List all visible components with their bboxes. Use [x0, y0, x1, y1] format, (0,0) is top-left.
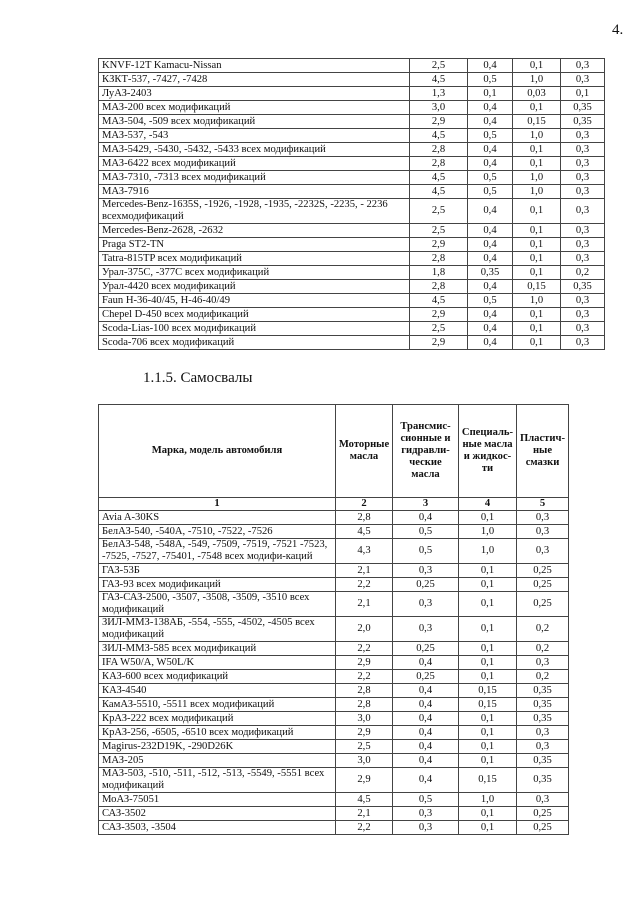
vehicle-model-cell: КамАЗ-5510, -5511 всех модификаций [99, 698, 336, 712]
table-row [99, 294, 605, 308]
value-cell: 1,0 [513, 171, 561, 185]
value-cell: 0,3 [517, 726, 569, 740]
vehicle-model-cell: МАЗ-537, -543 [99, 129, 410, 143]
value-cell: 2,8 [410, 157, 468, 171]
value-cell: 0,1 [459, 642, 517, 656]
vehicle-model-cell: МАЗ-504, -509 всех модификаций [99, 115, 410, 129]
value-cell: 0,5 [393, 793, 459, 807]
table2-column-number-row [99, 498, 569, 511]
value-cell: 0,4 [393, 511, 459, 525]
value-cell: 2,9 [336, 656, 393, 670]
column-number: 1 [99, 498, 336, 511]
vehicle-model-cell: МоАЗ-75051 [99, 793, 336, 807]
value-cell: 0,1 [459, 511, 517, 525]
table-row [99, 670, 569, 684]
vehicle-model-cell: БелАЗ-540, -540А, -7510, -7522, -7526 [99, 525, 336, 539]
value-cell: 1,0 [513, 73, 561, 87]
vehicle-model-cell: Magirus-232D19K, -290D26K [99, 740, 336, 754]
vehicle-model-cell: БелАЗ-548, -548А, -549, -7509, -7519, -7521 -7523, -7525, -7527, -75401, -7548 всех модифи-каций [99, 539, 336, 564]
value-cell: 2,5 [410, 199, 468, 224]
value-cell: 0,4 [468, 238, 513, 252]
table-row [99, 252, 605, 266]
value-cell: 0,4 [468, 336, 513, 350]
value-cell: 2,8 [336, 684, 393, 698]
value-cell: 0,1 [513, 101, 561, 115]
value-cell: 2,2 [336, 578, 393, 592]
value-cell: 2,8 [410, 143, 468, 157]
column-number: 3 [393, 498, 459, 511]
vehicle-model-cell: КрАЗ-222 всех модификаций [99, 712, 336, 726]
vehicle-model-cell: ЛуАЗ-2403 [99, 87, 410, 101]
value-cell: 0,15 [513, 115, 561, 129]
table-row [99, 656, 569, 670]
table-row [99, 511, 569, 525]
value-cell: 0,1 [513, 59, 561, 73]
table1-body [99, 59, 605, 350]
value-cell: 0,4 [468, 115, 513, 129]
value-cell: 1,0 [513, 185, 561, 199]
vehicle-model-cell: ГАЗ-53Б [99, 564, 336, 578]
value-cell: 0,1 [513, 252, 561, 266]
value-cell: 1,8 [410, 266, 468, 280]
value-cell: 0,3 [561, 252, 605, 266]
vehicle-model-cell: Scoda-Lias-100 всех модификаций [99, 322, 410, 336]
value-cell: 0,25 [517, 807, 569, 821]
table-row [99, 726, 569, 740]
value-cell: 0,3 [561, 199, 605, 224]
value-cell: 2,9 [410, 336, 468, 350]
table-row [99, 171, 605, 185]
value-cell: 0,1 [513, 308, 561, 322]
value-cell: 0,1 [459, 617, 517, 642]
vehicle-model-cell: КАЗ-4540 [99, 684, 336, 698]
table-row [99, 280, 605, 294]
value-cell: 2,5 [410, 224, 468, 238]
table-row [99, 539, 569, 564]
value-cell: 0,1 [513, 157, 561, 171]
value-cell: 2,2 [336, 821, 393, 835]
value-cell: 0,3 [517, 793, 569, 807]
table-row [99, 224, 605, 238]
column-number: 2 [336, 498, 393, 511]
value-cell: 0,1 [513, 143, 561, 157]
vehicle-model-cell: МАЗ-6422 всех модификаций [99, 157, 410, 171]
value-cell: 0,25 [517, 592, 569, 617]
value-cell: 4,5 [410, 129, 468, 143]
value-cell: 2,8 [410, 252, 468, 266]
vehicle-model-cell: Faun H-36-40/45, H-46-40/49 [99, 294, 410, 308]
section-title: 1.1.5. Самосвалы [143, 370, 253, 386]
value-cell: 0,35 [561, 101, 605, 115]
value-cell: 0,3 [561, 322, 605, 336]
value-cell: 0,4 [468, 252, 513, 266]
vehicle-model-cell: КрАЗ-256, -6505, -6510 всех модификаций [99, 726, 336, 740]
vehicle-model-cell: IFA W50/A, W50L/K [99, 656, 336, 670]
vehicle-model-cell: ГАЗ-93 всех модификаций [99, 578, 336, 592]
value-cell: 0,35 [517, 768, 569, 793]
vehicle-model-cell: Avia A-30KS [99, 511, 336, 525]
value-cell: 0,4 [393, 740, 459, 754]
value-cell: 0,3 [561, 336, 605, 350]
value-cell: 0,35 [517, 712, 569, 726]
dump-trucks-table [98, 404, 569, 835]
vehicle-model-cell: Scoda-706 всех модификаций [99, 336, 410, 350]
value-cell: 0,5 [468, 129, 513, 143]
value-cell: 0,2 [517, 617, 569, 642]
vehicle-model-cell: Mercedes-Benz-2628, -2632 [99, 224, 410, 238]
value-cell: 2,1 [336, 564, 393, 578]
table-row [99, 754, 569, 768]
value-cell: 0,1 [459, 726, 517, 740]
table-row [99, 712, 569, 726]
value-cell: 0,1 [513, 199, 561, 224]
value-cell: 0,5 [468, 171, 513, 185]
value-cell: 2,8 [336, 511, 393, 525]
table-row [99, 793, 569, 807]
value-cell: 0,3 [561, 129, 605, 143]
table-row [99, 807, 569, 821]
value-cell: 2,1 [336, 592, 393, 617]
value-cell: 0,25 [517, 564, 569, 578]
value-cell: 2,9 [410, 238, 468, 252]
value-cell: 0,1 [459, 754, 517, 768]
value-cell: 1,0 [513, 294, 561, 308]
value-cell: 0,3 [561, 143, 605, 157]
value-cell: 1,0 [513, 129, 561, 143]
table-row [99, 821, 569, 835]
value-cell: 0,3 [393, 821, 459, 835]
vehicle-model-cell: САЗ-3503, -3504 [99, 821, 336, 835]
value-cell: 2,9 [410, 308, 468, 322]
value-cell: 4,5 [410, 294, 468, 308]
vehicle-model-cell: Chepel D-450 всех модификаций [99, 308, 410, 322]
value-cell: 0,1 [513, 336, 561, 350]
value-cell: 0,4 [393, 754, 459, 768]
value-cell: 2,5 [410, 322, 468, 336]
table-row [99, 143, 605, 157]
value-cell: 0,3 [561, 224, 605, 238]
value-cell: 3,0 [410, 101, 468, 115]
value-cell: 0,1 [459, 821, 517, 835]
value-cell: 2,2 [336, 670, 393, 684]
value-cell: 0,4 [393, 726, 459, 740]
vehicle-model-cell: САЗ-3502 [99, 807, 336, 821]
value-cell: 0,15 [459, 684, 517, 698]
value-cell: 0,3 [517, 740, 569, 754]
value-cell: 0,3 [393, 807, 459, 821]
value-cell: 2,5 [410, 59, 468, 73]
value-cell: 0,5 [468, 294, 513, 308]
value-cell: 0,4 [468, 280, 513, 294]
table-row [99, 322, 605, 336]
lubricants-table-continued [98, 58, 605, 350]
table-row [99, 185, 605, 199]
value-cell: 0,3 [561, 294, 605, 308]
vehicle-model-cell: Урал-4420 всех модификаций [99, 280, 410, 294]
value-cell: 0,15 [513, 280, 561, 294]
value-cell: 0,2 [561, 266, 605, 280]
value-cell: 0,25 [393, 642, 459, 656]
value-cell: 3,0 [336, 712, 393, 726]
value-cell: 0,3 [517, 525, 569, 539]
value-cell: 0,25 [393, 578, 459, 592]
value-cell: 0,1 [459, 564, 517, 578]
value-cell: 2,9 [410, 115, 468, 129]
table-row [99, 308, 605, 322]
value-cell: 1,0 [459, 525, 517, 539]
value-cell: 1,3 [410, 87, 468, 101]
value-cell: 0,4 [468, 143, 513, 157]
vehicle-model-cell: КАЗ-600 всех модификаций [99, 670, 336, 684]
vehicle-model-cell: МАЗ-200 всех модификаций [99, 101, 410, 115]
table-row [99, 129, 605, 143]
value-cell: 0,2 [517, 642, 569, 656]
value-cell: 4,3 [336, 539, 393, 564]
table-row [99, 642, 569, 656]
value-cell: 0,4 [393, 768, 459, 793]
value-cell: 0,4 [468, 199, 513, 224]
vehicle-model-cell: МАЗ-7916 [99, 185, 410, 199]
table-row [99, 564, 569, 578]
value-cell: 1,0 [459, 539, 517, 564]
vehicle-model-cell: МАЗ-205 [99, 754, 336, 768]
table2-body [99, 511, 569, 835]
table-row [99, 336, 605, 350]
header-motor-oils: Моторные масла [336, 405, 393, 498]
value-cell: 0,35 [517, 698, 569, 712]
vehicle-model-cell: KNVF-12T Kamacu-Nissan [99, 59, 410, 73]
value-cell: 2,1 [336, 807, 393, 821]
value-cell: 0,3 [393, 564, 459, 578]
value-cell: 2,5 [336, 740, 393, 754]
vehicle-model-cell: Mercedes-Benz-1635S, -1926, -1928, -1935, -2232S, -2235, - 2236 всехмодификаций [99, 199, 410, 224]
value-cell: 0,1 [468, 87, 513, 101]
value-cell: 4,5 [410, 73, 468, 87]
value-cell: 0,5 [468, 185, 513, 199]
value-cell: 0,4 [468, 101, 513, 115]
value-cell: 2,9 [336, 768, 393, 793]
table-row [99, 592, 569, 617]
value-cell: 0,03 [513, 87, 561, 101]
table-row [99, 684, 569, 698]
value-cell: 0,4 [468, 308, 513, 322]
vehicle-model-cell: ЗИЛ-ММЗ-585 всех модификаций [99, 642, 336, 656]
header-greases: Пластич-ные смазки [517, 405, 569, 498]
table-row [99, 740, 569, 754]
value-cell: 0,35 [561, 115, 605, 129]
table-row [99, 617, 569, 642]
vehicle-model-cell: Praga ST2-TN [99, 238, 410, 252]
value-cell: 2,9 [336, 726, 393, 740]
value-cell: 0,35 [517, 754, 569, 768]
table-row [99, 199, 605, 224]
value-cell: 0,5 [393, 539, 459, 564]
value-cell: 0,15 [459, 768, 517, 793]
value-cell: 0,4 [393, 684, 459, 698]
value-cell: 0,3 [517, 656, 569, 670]
table-row [99, 101, 605, 115]
value-cell: 0,3 [561, 171, 605, 185]
value-cell: 2,8 [410, 280, 468, 294]
value-cell: 0,3 [561, 308, 605, 322]
value-cell: 0,35 [468, 266, 513, 280]
vehicle-model-cell: МАЗ-503, -510, -511, -512, -513, -5549, -5551 всех модификаций [99, 768, 336, 793]
value-cell: 2,0 [336, 617, 393, 642]
value-cell: 0,1 [513, 266, 561, 280]
table-row [99, 115, 605, 129]
value-cell: 0,3 [561, 59, 605, 73]
table-row [99, 87, 605, 101]
page-number: 4. [612, 22, 624, 38]
value-cell: 0,1 [513, 224, 561, 238]
value-cell: 0,25 [393, 670, 459, 684]
value-cell: 0,4 [393, 656, 459, 670]
table-row [99, 238, 605, 252]
table-row [99, 768, 569, 793]
value-cell: 0,15 [459, 698, 517, 712]
value-cell: 0,1 [459, 656, 517, 670]
vehicle-model-cell: ГАЗ-САЗ-2500, -3507, -3508, -3509, -3510 всех модификаций [99, 592, 336, 617]
value-cell: 0,3 [561, 157, 605, 171]
value-cell: 0,5 [393, 525, 459, 539]
vehicle-model-cell: Tatra-815TP всех модификаций [99, 252, 410, 266]
value-cell: 0,1 [459, 592, 517, 617]
header-model: Марка, модель автомобиля [99, 405, 336, 498]
value-cell: 0,35 [517, 684, 569, 698]
value-cell: 0,25 [517, 578, 569, 592]
value-cell: 0,1 [459, 807, 517, 821]
value-cell: 0,4 [468, 224, 513, 238]
vehicle-model-cell: Урал-375С, -377С всех модификаций [99, 266, 410, 280]
value-cell: 2,2 [336, 642, 393, 656]
table-row [99, 73, 605, 87]
value-cell: 0,3 [393, 592, 459, 617]
value-cell: 1,0 [459, 793, 517, 807]
table2-header-row [99, 405, 569, 498]
value-cell: 3,0 [336, 754, 393, 768]
value-cell: 0,3 [517, 539, 569, 564]
value-cell: 0,4 [393, 698, 459, 712]
value-cell: 0,3 [561, 185, 605, 199]
vehicle-model-cell: КЗКТ-537, -7427, -7428 [99, 73, 410, 87]
column-number: 4 [459, 498, 517, 511]
value-cell: 4,5 [336, 525, 393, 539]
value-cell: 0,4 [393, 712, 459, 726]
value-cell: 0,2 [517, 670, 569, 684]
column-number: 5 [517, 498, 569, 511]
value-cell: 0,1 [561, 87, 605, 101]
value-cell: 0,4 [468, 157, 513, 171]
value-cell: 2,8 [336, 698, 393, 712]
header-transmission-oils: Трансмис-сионные и гидравли-ческие масла [393, 405, 459, 498]
table-row [99, 157, 605, 171]
value-cell: 0,1 [459, 740, 517, 754]
value-cell: 0,1 [513, 238, 561, 252]
vehicle-model-cell: ЗИЛ-ММЗ-138АБ, -554, -555, -4502, -4505 всех модификаций [99, 617, 336, 642]
value-cell: 0,4 [468, 59, 513, 73]
vehicle-model-cell: МАЗ-5429, -5430, -5432, -5433 всех модификаций [99, 143, 410, 157]
value-cell: 0,1 [459, 578, 517, 592]
table-row [99, 266, 605, 280]
value-cell: 0,3 [517, 511, 569, 525]
value-cell: 0,3 [561, 73, 605, 87]
value-cell: 0,35 [561, 280, 605, 294]
vehicle-model-cell: МАЗ-7310, -7313 всех модификаций [99, 171, 410, 185]
value-cell: 0,3 [393, 617, 459, 642]
value-cell: 0,25 [517, 821, 569, 835]
value-cell: 4,5 [410, 185, 468, 199]
value-cell: 0,1 [459, 712, 517, 726]
header-special-oils: Специаль-ные масла и жидкос-ти [459, 405, 517, 498]
value-cell: 4,5 [336, 793, 393, 807]
table-row [99, 525, 569, 539]
value-cell: 0,3 [561, 238, 605, 252]
value-cell: 0,5 [468, 73, 513, 87]
value-cell: 0,1 [459, 670, 517, 684]
value-cell: 4,5 [410, 171, 468, 185]
table-row [99, 698, 569, 712]
value-cell: 0,1 [513, 322, 561, 336]
value-cell: 0,4 [468, 322, 513, 336]
table-row [99, 59, 605, 73]
table-row [99, 578, 569, 592]
